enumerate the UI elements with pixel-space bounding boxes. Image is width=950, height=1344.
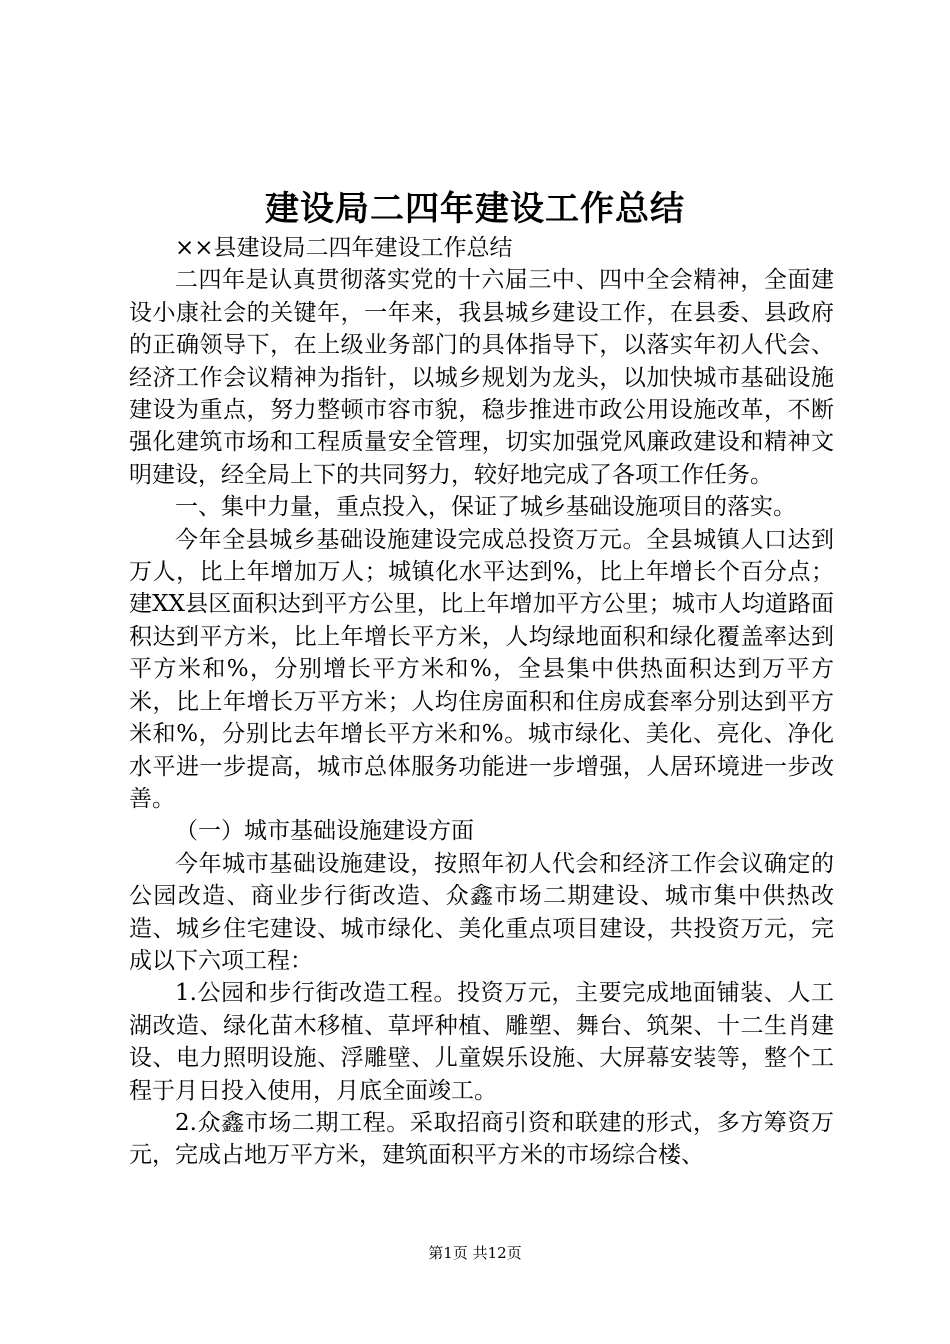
- statistics-paragraph: 今年全县城乡基础设施建设完成总投资万元。全县城镇人口达到万人，比上年增加万人；城镇化水平达到%，比上年增长个百分点；建XX县区面积达到平方公里，比上年增加平方公里；城市人均道路面积达到平方米，比上年增长平方米，人均绿地面积和绿化覆盖率达到平方米和%，分别增长平方米和%，全县集中供热面积达到万平方米，比上年增长万平方米；人均住房面积和住房成套率分别达到平方米和%，分别比去年增长平方米和%。城市绿化、美化、亮化、净化水平进一步提高，城市总体服务功能进一步增强，人居环境进一步改善。: [129, 526, 834, 812]
- subtitle-paragraph: ××县建设局二四年建设工作总结: [175, 235, 513, 261]
- subsection-heading-1: （一）城市基础设施建设方面: [175, 818, 474, 845]
- page-footer: 第1页 共12页: [428, 1244, 522, 1262]
- document-title: 建设局二四年建设工作总结: [265, 189, 685, 229]
- infrastructure-paragraph: 今年城市基础设施建设，按照年初人代会和经济工作会议确定的公园改造、商业步行街改造、众鑫市场二期建设、城市集中供热改造、城乡住宅建设、城市绿化、美化重点项目建设，共投资万元，完成以下六项工程：: [129, 850, 834, 974]
- project-item-2: 2.众鑫市场二期工程。采取招商引资和联建的形式，多方筹资万元，完成占地万平方米，建筑面积平方米的市场综合楼、: [129, 1109, 834, 1169]
- document-body: [129, 232, 834, 1172]
- section-heading-1: 一、集中力量，重点投入，保证了城乡基础设施项目的落实。: [175, 494, 796, 521]
- intro-paragraph: 二四年是认真贯彻落实党的十六届三中、四中全会精神，全面建设小康社会的关键年，一年来，我县城乡建设工作，在县委、县政府的正确领导下，在上级业务部门的具体指导下，以落实年初人代会、经济工作会议精神为指针，以城乡规划为龙头，以加快城市基础设施建设为重点，努力整顿市容市貌，稳步推进市政公用设施改革，不断强化建筑市场和工程质量安全管理，切实加强党风廉政建设和精神文明建设，经全局上下的共同努力，较好地完成了各项工作任务。: [129, 267, 834, 488]
- project-item-1: 1.公园和步行街改造工程。投资万元，主要完成地面铺装、人工湖改造、绿化苗木移植、草坪种植、雕塑、舞台、筑架、十二生肖建设、电力照明设施、浮雕壁、儿童娱乐设施、大屏幕安装等，整个工程于月日投入使用，月底全面竣工。: [129, 980, 834, 1104]
